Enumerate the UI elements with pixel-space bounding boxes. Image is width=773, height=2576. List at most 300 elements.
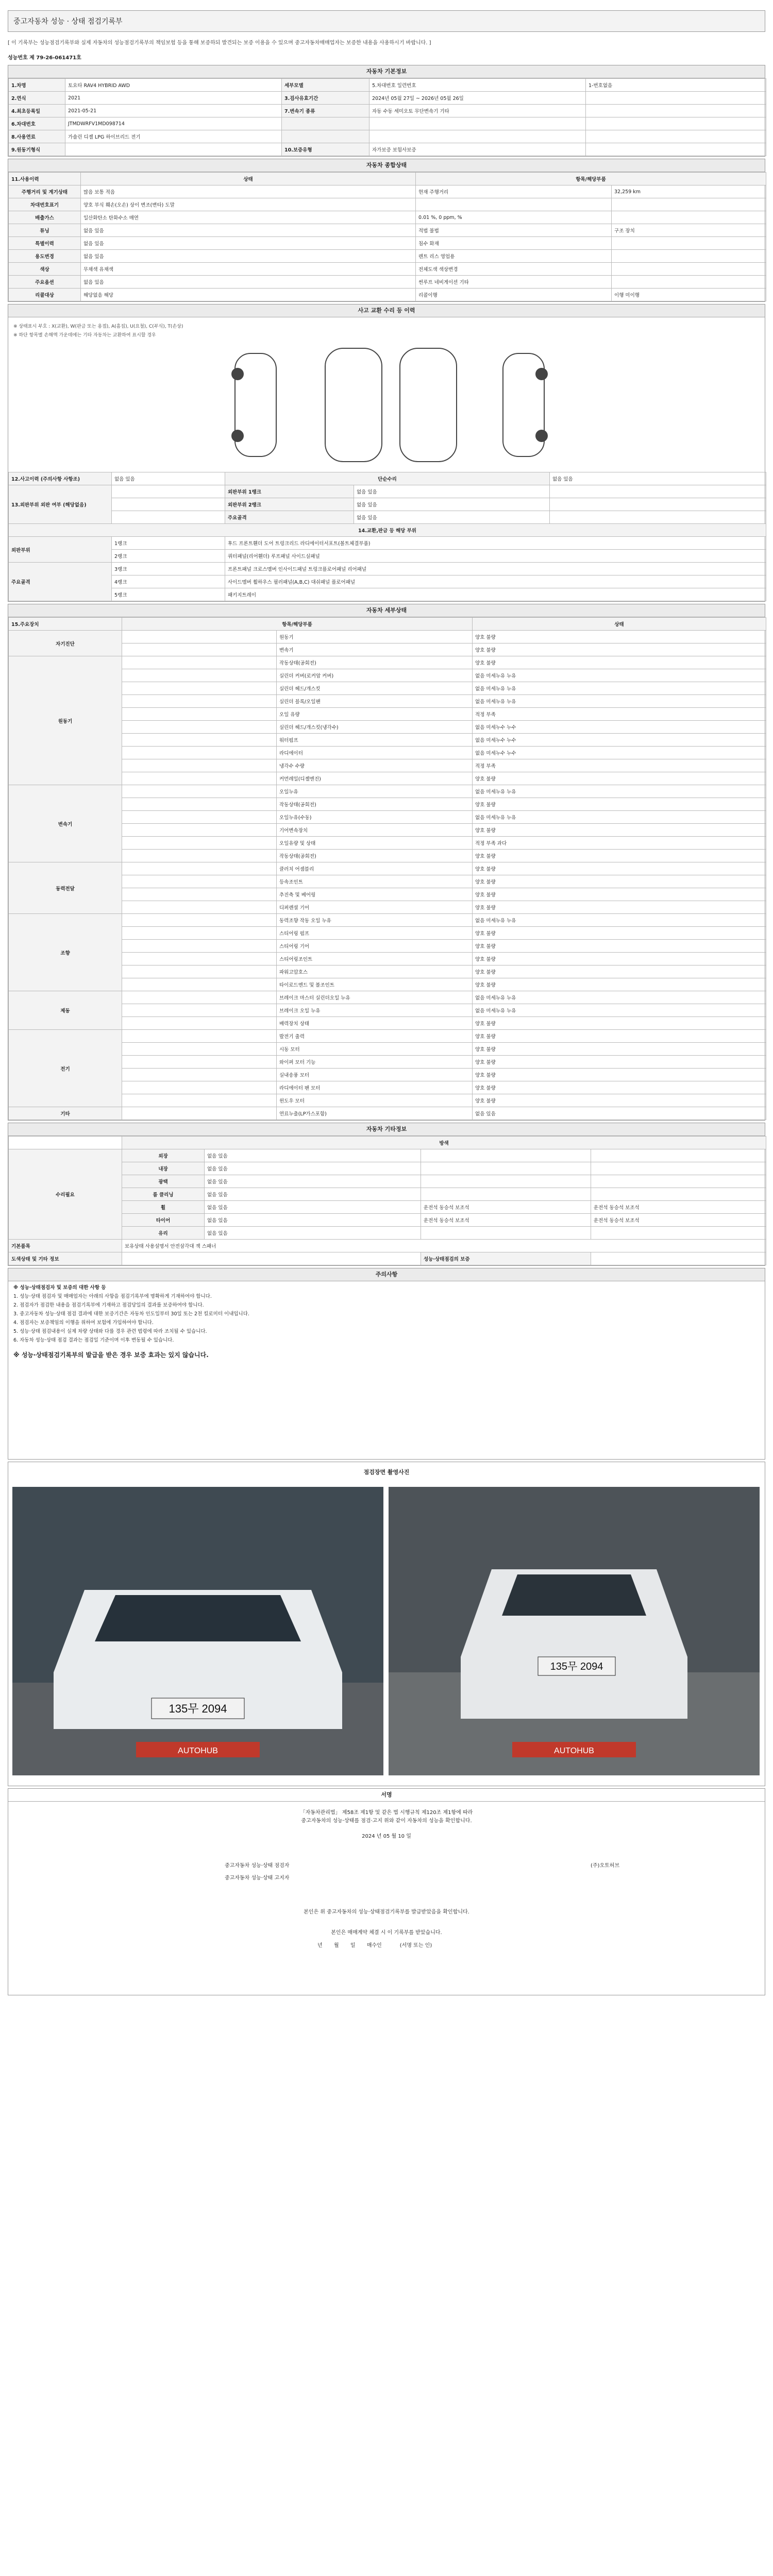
detail-row: [9, 747, 766, 759]
detail-state: 양호 불량: [473, 901, 766, 914]
detail-row: [9, 1094, 766, 1107]
detail-item: 스티어링 펌프: [277, 927, 473, 940]
detail-spacer: [122, 734, 277, 747]
overall-state: 양호 부식 훼손(오손) 상이 변조(변타) 도말: [81, 198, 416, 211]
basic-value: [586, 143, 766, 156]
overall-row: [9, 224, 766, 237]
other-detail: [421, 1175, 591, 1188]
rank-row: [9, 575, 766, 588]
detail-item: 라디에이터 팬 모터: [277, 1081, 473, 1094]
notice-text: [ 이 기록부는 성능점검기록부와 실제 자동차의 성능점검기록부의 책임보험 등을 통해 보증하되 발견되는 보증 이용을 수 있으며 중고자동차매매업자는 보증한 내용을 사용하시기 바랍니다. ]: [8, 40, 431, 46]
wheel: [231, 430, 244, 442]
rank-label: 4랭크: [112, 575, 225, 588]
detail-state: 양호 불량: [473, 888, 766, 901]
other-detail: [421, 1162, 591, 1175]
detail-row: [9, 669, 766, 682]
basic-label: 1.차명: [9, 79, 65, 92]
detail-state: 양호 불량: [473, 1081, 766, 1094]
overall-detail: 0.01 %, 0 ppm, %: [416, 211, 612, 224]
basic-value: 자가보증 보험사보증: [369, 143, 586, 156]
detail-spacer: [122, 759, 277, 772]
car-top-rear: [400, 348, 457, 462]
front-plate-text: 135무 2094: [169, 1702, 227, 1715]
rank-items: 사이드멤버 휠하우스 필러패널(A,B,C) 대쉬패널 플로어패널: [225, 575, 766, 588]
detail-item: 작동상태(공회전): [277, 656, 473, 669]
basic-value: 1-번호없음: [586, 79, 766, 92]
basic-label: 3.검사유효기간: [282, 92, 369, 105]
detail-spacer: [122, 1056, 277, 1069]
detail-state: 없음 미세누유 누유: [473, 682, 766, 695]
detail-item: 오일 유량: [277, 708, 473, 721]
detail-state: 없음 미세누수 누수: [473, 734, 766, 747]
detail-row: [9, 1004, 766, 1017]
detail-item: 발전기 출력: [277, 1030, 473, 1043]
section14-label: 14.교환,판금 등 해당 부위: [9, 524, 766, 537]
overall-detail: 침수 화재: [416, 237, 612, 250]
rank-label: 1랭크: [112, 537, 225, 550]
basic-info-title: 자동차 기본정보: [8, 65, 765, 78]
overall-state: 없음 있음: [81, 237, 416, 250]
detail-row: [9, 772, 766, 785]
caution-line: 2. 점검자가 점검한 내용을 점검기록부에 기재하고 점검당일의 결과를 보증하여야 합니다.: [13, 1302, 204, 1308]
basic-label: 10.보증유형: [282, 143, 369, 156]
overall-header-state: 상태: [81, 173, 416, 185]
caution-line: 4. 점검자는 보증책임의 이행을 위하여 보험에 가입하여야 합니다.: [13, 1320, 154, 1326]
overall-state: 해당없음 해당: [81, 289, 416, 301]
basic-value: [586, 105, 766, 117]
signature-date: 2024 년 05 월 10 일: [362, 1834, 411, 1839]
overall-row: [9, 289, 766, 301]
detail-state: 없음 미세누유 누유: [473, 811, 766, 824]
damage-table: [8, 472, 766, 601]
basic-info-row: [9, 79, 766, 92]
basic-label: [282, 130, 369, 143]
other-state: 없음 있음: [205, 1188, 421, 1201]
other-state: 없음 있음: [205, 1227, 421, 1240]
overall-state: 없음 있음: [81, 224, 416, 237]
detail-state: 양호 불량: [473, 1056, 766, 1069]
detail-item: 윈도우 모터: [277, 1094, 473, 1107]
rear-car-image: [389, 1487, 760, 1775]
detail-state: 적정 부족 과다: [473, 837, 766, 850]
detail-spacer: [122, 940, 277, 953]
detail-item: 스티어링 기어: [277, 940, 473, 953]
overall-value: 32,259 km: [612, 185, 766, 198]
overall-label: 특별이력: [9, 237, 81, 250]
detail-item: 추진축 및 베어링: [277, 888, 473, 901]
detail-item: 실린더 헤드/개스킷(냉각수): [277, 721, 473, 734]
damage-legend-line: ※ 하단 항목별 손해액 가운데에는 기타 자동차는 교환하여 표시할 경우: [13, 333, 156, 338]
detail-spacer: [122, 862, 277, 875]
rank-row: [9, 588, 766, 601]
other-state: 없음 있음: [205, 1201, 421, 1214]
accident-label: 12.사고이력 (주의사항 사항조): [9, 472, 112, 485]
damage-legend-line: ※ 상태표시 부호 : X(교환), W(판금 또는 용접), A(흠집), U(요철), C(부식), T(손상): [13, 324, 183, 329]
basic-value: JTMDWRFV1MD098714: [65, 117, 282, 130]
autohub-logo: AUTOHUB: [178, 1747, 218, 1755]
detail-item: 워터펌프: [277, 734, 473, 747]
overall-detail: 렌트 리스 영업용: [416, 250, 612, 263]
detail-row: [9, 1107, 766, 1120]
other-label: 내장: [122, 1162, 205, 1175]
detail-spacer: [122, 682, 277, 695]
basic-info-section: [8, 65, 765, 157]
detail-spacer: [122, 991, 277, 1004]
rank-items: 패키지트레이: [225, 588, 766, 601]
other-detail: [421, 1149, 591, 1162]
price-label: 도색상태 및 기타 정보: [9, 1252, 122, 1265]
detail-spacer: [122, 721, 277, 734]
detail-group: 기타: [9, 1107, 122, 1120]
front-car-image: [12, 1487, 383, 1775]
autohub-logo: AUTOHUB: [554, 1747, 594, 1755]
detail-item: 와이퍼 모터 기능: [277, 1056, 473, 1069]
frame-group: 주요골격: [9, 563, 112, 601]
detail-spacer: [122, 901, 277, 914]
overall-label: 튜닝: [9, 224, 81, 237]
overall-row: [9, 250, 766, 263]
detail-spacer: [122, 837, 277, 850]
caution-line: 6. 자동차 성능·상태 점검 결과는 점검일 기준이며 이후 변동될 수 있습니다.: [13, 1337, 174, 1343]
detail-row: [9, 708, 766, 721]
basic-items-label: 기본품목: [9, 1240, 122, 1252]
document-title: 중고자동차 성능 · 상태 점검기록부: [8, 10, 765, 32]
rank1-options: 없음 있음: [354, 485, 550, 498]
detail-group: 동력전달: [9, 862, 122, 914]
signature-section: [8, 1788, 765, 1995]
other-state: 없음 있음: [205, 1175, 421, 1188]
basic-value: 자동 수동 세미오토 무단변속기 기타: [369, 105, 586, 117]
detail-state: 양호 불량: [473, 850, 766, 862]
detail-row: [9, 1069, 766, 1081]
detail-group: 전기: [9, 1030, 122, 1107]
detail-row: [9, 824, 766, 837]
day-label: 일: [350, 1943, 356, 1948]
detail-state: 양호 불량: [473, 772, 766, 785]
detail-spacer: [122, 747, 277, 759]
detail-row: [9, 734, 766, 747]
rank2-label: 외판부위 2랭크: [225, 498, 354, 511]
photos-section: [8, 1462, 765, 1786]
detail-state: 없음 미세누유 누유: [473, 1004, 766, 1017]
detail-state: 없음 미세누유 누유: [473, 991, 766, 1004]
overall-label: 용도변경: [9, 250, 81, 263]
other-detail: [421, 1188, 591, 1201]
detail-spacer: [122, 850, 277, 862]
detail-spacer: [122, 643, 277, 656]
repair-label: 단순수리: [225, 472, 550, 485]
detail-item: 스티어링조인트: [277, 953, 473, 965]
year-label: 년: [317, 1943, 323, 1948]
basic-value: 2021-05-21: [65, 105, 282, 117]
rank1-label: 외판부위 1랭크: [225, 485, 354, 498]
detail-spacer: [122, 1094, 277, 1107]
damage-section: [8, 304, 765, 602]
overall-value: [612, 211, 766, 224]
detail-state: 양호 불량: [473, 824, 766, 837]
detail-item: 실린더 커버(로커암 커버): [277, 669, 473, 682]
detail-row: [9, 862, 766, 875]
overall-value: [612, 263, 766, 276]
other-detail: [591, 1149, 766, 1162]
detail-item: 실린더 헤드/개스킷: [277, 682, 473, 695]
basic-value: 2024년 05월 27일 ~ 2026년 05월 26일: [369, 92, 586, 105]
detail-item: 시동 모터: [277, 1043, 473, 1056]
cautions-section: [8, 1268, 765, 1460]
basic-label: 4.최초등록일: [9, 105, 65, 117]
detail-state: 양호 불량: [473, 965, 766, 978]
other-row: [9, 1188, 766, 1201]
overall-state: 없음 있음: [81, 276, 416, 289]
overall-row: [9, 211, 766, 224]
detail-state: 없음 미세누유 누유: [473, 914, 766, 927]
overall-label: 주행거리 및 계기상태: [9, 185, 81, 198]
other-row: [9, 1162, 766, 1175]
detail-spacer: [122, 811, 277, 824]
detail-item: 브레이크 마스터 실린더오일 누유: [277, 991, 473, 1004]
detail-spacer: [122, 1030, 277, 1043]
other-state: 없음 있음: [205, 1149, 421, 1162]
detail-row: [9, 901, 766, 914]
other-label: 유리: [122, 1227, 205, 1240]
detail-state: 양호 불량: [473, 927, 766, 940]
detail-spacer: [122, 656, 277, 669]
signature-line: 「자동차관리법」 제58조 제1항 및 같은 법 시행규칙 제120조 제1항에 따라: [300, 1810, 473, 1816]
rank-items: 후드 프론트휀더 도어 트렁크리드 라디에이터서포트(볼트체결부품): [225, 537, 766, 550]
overall-value: [612, 198, 766, 211]
signature-line: 중고자동차의 성능·상태를 점검·고지 위와 같이 자동차의 성능을 확인합니다.: [301, 1818, 472, 1824]
other-title: 자동차 기타정보: [8, 1123, 765, 1136]
basic-label: 6.차대번호: [9, 117, 65, 130]
overall-value: [612, 237, 766, 250]
detail-item: 원동기: [277, 631, 473, 643]
sign-label: (서명 또는 인): [399, 1943, 432, 1948]
wheel: [535, 368, 548, 380]
detail-group: 제동: [9, 991, 122, 1030]
other-section: [8, 1123, 765, 1266]
car-side-left: [235, 353, 276, 456]
basic-value: 가솔린 디젤 LPG 하이브리드 전기: [65, 130, 282, 143]
detail-spacer: [122, 708, 277, 721]
detail-row: [9, 888, 766, 901]
detail-item: 오일누유: [277, 785, 473, 798]
basic-label: 2.연식: [9, 92, 65, 105]
detail-state: 없음 미세누유 누유: [473, 669, 766, 682]
basic-label: [282, 117, 369, 130]
overall-header-usage: 11.사용이력: [9, 173, 81, 185]
basic-info-row: [9, 130, 766, 143]
detail-row: [9, 643, 766, 656]
detail-item: 타이로드엔드 및 볼조인트: [277, 978, 473, 991]
other-detail: [591, 1188, 766, 1201]
repair-options: 없음 있음: [550, 472, 766, 485]
detail-spacer: [122, 1107, 277, 1120]
basic-label: 8.사용연료: [9, 130, 65, 143]
overall-detail: 전체도색 색상변경: [416, 263, 612, 276]
rank-label: 2랭크: [112, 550, 225, 563]
basic-label: 세부모델: [282, 79, 369, 92]
detail-state: 양호 불량: [473, 656, 766, 669]
detail-state: 양호 불량: [473, 1017, 766, 1030]
overall-state: 많음 보통 적음: [81, 185, 416, 198]
detail-group: 조향: [9, 914, 122, 991]
other-detail: [591, 1162, 766, 1175]
overall-value: 구조 장치: [612, 224, 766, 237]
other-row: [9, 1149, 766, 1162]
detail-spacer: [122, 631, 277, 643]
basic-info-row: [9, 143, 766, 156]
car-diagram: [8, 317, 765, 472]
detail-state: 양호 불량: [473, 631, 766, 643]
rear-plate-text: 135무 2094: [550, 1661, 603, 1672]
caution-line: 5. 성능·상태 점검내용이 실제 차량 상태와 다를 경우 관련 법령에 따라 조치될 수 있습니다.: [13, 1329, 207, 1334]
detail-row: [9, 695, 766, 708]
detail-item: 등속조인트: [277, 875, 473, 888]
rank-label: 3랭크: [112, 563, 225, 575]
other-sub: 방색: [122, 1137, 766, 1149]
other-detail: 운전석 동승석 보조석: [421, 1201, 591, 1214]
detail-item: 브레이크 오일 누유: [277, 1004, 473, 1017]
detail-row: [9, 927, 766, 940]
detail-state: 양호 불량: [473, 978, 766, 991]
detail-state: 없음 미세누유 누유: [473, 695, 766, 708]
detail-spacer: [122, 965, 277, 978]
detail-row: [9, 656, 766, 669]
basic-value: 5.차대번호 일련번호: [369, 79, 586, 92]
detail-spacer: [122, 798, 277, 811]
detail-item: 기어변속장치: [277, 824, 473, 837]
detail-item: 배력장치 상태: [277, 1017, 473, 1030]
detail-item: 오일유량 및 상태: [277, 837, 473, 850]
detail-row: [9, 965, 766, 978]
overall-row: [9, 276, 766, 289]
car-outline-diagram: [8, 317, 766, 472]
other-row: [9, 1214, 766, 1227]
other-detail: [421, 1227, 591, 1240]
basic-info-row: [9, 105, 766, 117]
other-group: 수리필요: [9, 1149, 122, 1240]
detail-spacer: [122, 824, 277, 837]
detail-spacer: [122, 1017, 277, 1030]
photos-title: 점검장면 촬영사진: [8, 1462, 765, 1483]
cautions-title: 주의사항: [8, 1268, 765, 1281]
other-table: [8, 1136, 766, 1265]
other-label: 타이어: [122, 1214, 205, 1227]
overall-detail: 현재 주행거리: [416, 185, 612, 198]
detail-row: [9, 940, 766, 953]
detail-item: 실내송풍 모터: [277, 1069, 473, 1081]
inspector-label: 중고자동차 성능·상태 점검자: [225, 1863, 290, 1869]
basic-label: 9.원동기형식: [9, 143, 65, 156]
detail-item: 오일누유(수동): [277, 811, 473, 824]
overall-detail: 리콜이행: [416, 289, 612, 301]
other-detail: 운전석 동승석 보조석: [591, 1214, 766, 1227]
detail-table: [8, 617, 766, 1120]
rank-row: [9, 563, 766, 575]
detail-spacer: [122, 927, 277, 940]
cautions-heading: ※ 성능·상태점검자 및 보증의 대한 사항 등: [13, 1285, 106, 1291]
overall-label: 주요옵션: [9, 276, 81, 289]
detail-state: 양호 불량: [473, 953, 766, 965]
front-photo: [12, 1487, 383, 1775]
other-row: [9, 1227, 766, 1240]
detail-row: [9, 875, 766, 888]
basic-info-row: [9, 117, 766, 130]
accident-options: 없음 있음: [112, 472, 225, 485]
detail-row: [9, 837, 766, 850]
overall-table: [8, 172, 766, 301]
detail-item: 커먼레일(디젤엔진): [277, 772, 473, 785]
detail-item: 클러치 어셈블리: [277, 862, 473, 875]
detail-spacer: [122, 875, 277, 888]
exchange-label: 13.외판부위 외판 여부 (해당없음): [9, 485, 112, 524]
detail-spacer: [122, 669, 277, 682]
rear-photo: [389, 1487, 760, 1775]
rank-row: [9, 537, 766, 550]
other-detail: [591, 1175, 766, 1188]
overall-state: 일산화탄소 탄화수소 매연: [81, 211, 416, 224]
basic-items-value: 보유상태 사용설명서 안전삼각대 잭 스패너: [122, 1240, 766, 1252]
detail-group: 자기진단: [9, 631, 122, 656]
detail-spacer: [122, 888, 277, 901]
basic-info-table: [8, 78, 766, 156]
notifier-label: 중고자동차 성능·상태 고지자: [225, 1875, 290, 1881]
signature-title: 서명: [8, 1789, 765, 1802]
detail-state: 양호 불량: [473, 798, 766, 811]
other-row: [9, 1175, 766, 1188]
basic-value: 토요타 RAV4 HYBRID AWD: [65, 79, 282, 92]
detail-spacer: [122, 785, 277, 798]
detail-state: 없음 미세누유 누유: [473, 785, 766, 798]
detail-row: [9, 759, 766, 772]
overall-row: [9, 185, 766, 198]
detail-item: 디퍼렌셜 기어: [277, 901, 473, 914]
overall-value: 이행 미이행: [612, 289, 766, 301]
basic-value: [586, 130, 766, 143]
basic-value: [586, 117, 766, 130]
overall-label: 차대번호표기: [9, 198, 81, 211]
rank-label: 5랭크: [112, 588, 225, 601]
basic-value: 2021: [65, 92, 282, 105]
detail-state: 양호 불량: [473, 1043, 766, 1056]
buyer-confirm: 본인은 위 중고자동차의 성능·상태점검기록부를 발급받았음을 확인합니다.: [304, 1909, 469, 1915]
detail-spacer: [122, 1069, 277, 1081]
detail-item: 동력조향 작동 오일 누유: [277, 914, 473, 927]
detail-group: 변속기: [9, 785, 122, 862]
detail-state: 양호 불량: [473, 940, 766, 953]
detail-state: 양호 불량: [473, 1069, 766, 1081]
overall-label: 리콜대상: [9, 289, 81, 301]
detail-item: 냉각수 수량: [277, 759, 473, 772]
detail-section: [8, 604, 765, 1121]
cautions-heading: ※ 성능·상태점검기록부의 발급을 받은 경우 보증 효과는 있지 않습니다.: [13, 1351, 209, 1359]
overall-label: 색상: [9, 263, 81, 276]
detail-row: [9, 991, 766, 1004]
other-row: [9, 1201, 766, 1214]
detail-item: 실린더 블록/오일팬: [277, 695, 473, 708]
detail-row: [9, 914, 766, 927]
overall-state: 없음 있음: [81, 250, 416, 263]
detail-state: 없음 있음: [473, 1107, 766, 1120]
detail-item: 라디에이터: [277, 747, 473, 759]
wheel: [535, 430, 548, 442]
detail-state: 양호 불량: [473, 875, 766, 888]
detail-row: [9, 850, 766, 862]
detail-state: 적정 부족: [473, 759, 766, 772]
detail-header-device: 15.주요장치: [9, 618, 122, 631]
detail-item: 파워고압호스: [277, 965, 473, 978]
outer-group: 외판부위: [9, 537, 112, 563]
